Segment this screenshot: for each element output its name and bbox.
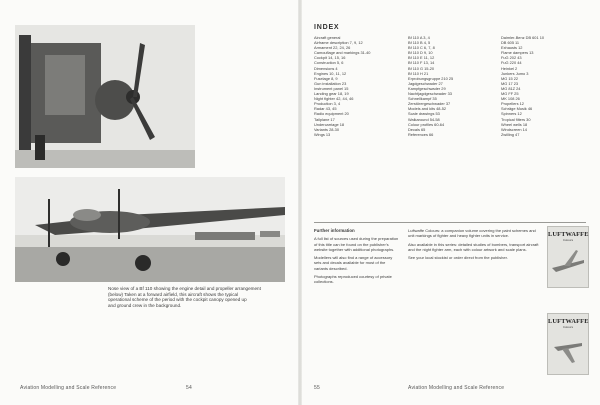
index-entry: Nachtjagdgeschwader 33 [408, 91, 452, 97]
book-cover-subtitle: Colours [562, 325, 574, 329]
index-entry: MG 17 23 [501, 80, 519, 86]
index-entry: Bf 110 H 21 [408, 70, 429, 76]
index-entry: Colour profiles 60-64 [408, 121, 445, 127]
photo-caption [108, 286, 273, 308]
related-titles-column [408, 228, 542, 263]
index-entry: MG 81Z 24 [501, 85, 521, 91]
page-gutter [298, 0, 302, 405]
index-entry: Schnellkampf 35 [408, 96, 437, 102]
index-entry: FuG 220 44 [501, 60, 522, 66]
left-footer-title: Aviation Modelling and Scale Reference [20, 385, 117, 391]
index-entry: Armament 22, 24, 26 [314, 45, 351, 51]
aircraft-illustration-icon [548, 329, 588, 369]
index-entry: Daimler-Benz DB 601 10 [501, 35, 545, 40]
index-title: INDEX [314, 24, 340, 31]
index-column-3 [501, 35, 583, 137]
index-entry: MG FF 25 [501, 91, 519, 97]
index-entry: Heinkel 2 [501, 65, 518, 71]
index-entry: FuG 202 43 [501, 55, 522, 61]
further-info-paragraph: Photographs reproduced courtesy of private collections. [314, 274, 392, 285]
index-entry: Landing gear 18, 19 [314, 91, 349, 97]
index-entry: Bf 110 F 13, 14 [408, 60, 435, 66]
book-cover-title: LUFTWAFFE [548, 318, 589, 325]
engine-photo [15, 25, 195, 168]
aircraft-photo [15, 177, 285, 282]
index-entry: Undercarriage 18 [314, 121, 345, 127]
index-entry: Walkaround 54-58 [408, 116, 440, 122]
index-entry: Variants 28-30 [314, 126, 340, 132]
index-entry: Scale drawings 53 [408, 111, 440, 117]
index-entry: Aircraft general [314, 35, 341, 40]
related-titles-paragraph: See your local stockist or order direct from the publisher. [408, 255, 508, 261]
index-column-1 [314, 35, 396, 137]
index-entry: Bf 110 E 11, 12 [408, 55, 435, 61]
index-entry: Bf 110 C 6, 7, 8 [408, 45, 435, 51]
index-column-2 [408, 35, 490, 137]
left-page-number: 54 [186, 385, 192, 391]
index-entry: Production 3, 4 [314, 101, 341, 107]
index-entry: Zerstörergeschwader 37 [408, 101, 451, 107]
index-entry: Tropical filters 30 [501, 116, 531, 122]
index-entry: Tailplane 17 [314, 116, 335, 122]
caption-line: (below) Taken at a forward airfield, this aircraft shows the typical [108, 291, 239, 297]
further-info-paragraph: Modellers will also find a range of accessory sets and decals available for most of the variants described. [314, 255, 393, 271]
section-divider [314, 222, 586, 223]
index-entry: Airframe description 7, 9, 12 [314, 40, 363, 46]
related-titles-paragraph: Luftwaffe Colours: a companion volume covering the paint schemes and unit markings of fighter and heavy fighter units in service. [408, 228, 536, 239]
index-entry: Kampfgeschwader 29 [408, 85, 446, 91]
index-entry: Wheel wells 18 [501, 121, 528, 127]
index-entry: Camouflage and markings 31-40 [314, 50, 371, 56]
further-info-paragraph: A full list of sources used during the preparation of this title can be found on the publisher's website together with additional photographs. [314, 236, 399, 252]
index-entry: Bf 110 D 9, 10 [408, 50, 433, 56]
index-entry: Night fighter 42, 44, 46 [314, 96, 354, 102]
book-cover-subtitle: Colours [562, 238, 574, 242]
further-info-heading: Further information [314, 228, 355, 233]
index-entry: Construction 5, 6 [314, 60, 344, 66]
caption-line: Nose view of a Bf 110 showing the engine detail and propeller arrangement [108, 286, 261, 291]
index-entry: Radar 43, 45 [314, 106, 337, 112]
caption-line: and ground crew in the background. [108, 302, 182, 308]
index-entry: Wings 13 [314, 131, 331, 137]
caption-line: operational scheme of the period with the cockpit canopy opened up [108, 297, 247, 303]
book-cover [547, 313, 589, 375]
index-entry: MK 108 26 [501, 96, 520, 102]
index-entry: Exhausts 12 [501, 45, 523, 51]
index-entry: Fuselage 8, 9 [314, 75, 338, 81]
index-entry: Propellers 12 [501, 101, 524, 107]
right-footer-title: Aviation Modelling and Scale Reference [408, 385, 505, 391]
index-entry: Bf 110 G 15-20 [408, 65, 435, 71]
index-entry: Dimensions 4 [314, 65, 338, 71]
index-entry: Gun installation 23 [314, 80, 347, 86]
index-entry: Spinners 12 [501, 111, 522, 117]
right-page-number: 55 [314, 385, 320, 391]
index-entry: Models and kits 48-52 [408, 106, 447, 112]
index-entry: Instrument panel 15 [314, 85, 349, 91]
index-entry: Flame dampers 13 [501, 50, 534, 56]
further-info-column [314, 228, 400, 288]
index-entry: Windscreen 14 [501, 126, 527, 132]
index-entry: Cockpit 14, 15, 16 [314, 55, 346, 61]
index-entry: Engines 10, 11, 12 [314, 70, 347, 76]
index-entry: MG 15 22 [501, 75, 519, 81]
related-titles-paragraph: Also available in this series: detailed studies of bombers, transport aircraft and the night fighter arm, each with colour artwork and scale plans. [408, 241, 539, 252]
index-entry: Erprobungsgruppe 210 25 [408, 75, 454, 81]
index-entry: Bf 110 B 4, 5 [408, 40, 431, 46]
aircraft-illustration-icon [548, 242, 588, 282]
index-entry: Radio equipment 20 [314, 111, 349, 117]
index-entry: Junkers Jumo 3 [501, 70, 529, 76]
index-entry: References 66 [408, 131, 434, 137]
book-cover-title: LUFTWAFFE [548, 231, 589, 238]
index-entry: Jagdgeschwader 27 [408, 80, 443, 86]
book-cover [547, 226, 589, 288]
index-entry: DB 605 11 [501, 40, 520, 46]
index-entry: Decals 65 [408, 126, 426, 132]
index-entry: Zwilling 47 [501, 131, 520, 137]
index-entry: Schräge Musik 46 [501, 106, 533, 112]
index-entry: Bf 110 A 3, 4 [408, 35, 430, 40]
